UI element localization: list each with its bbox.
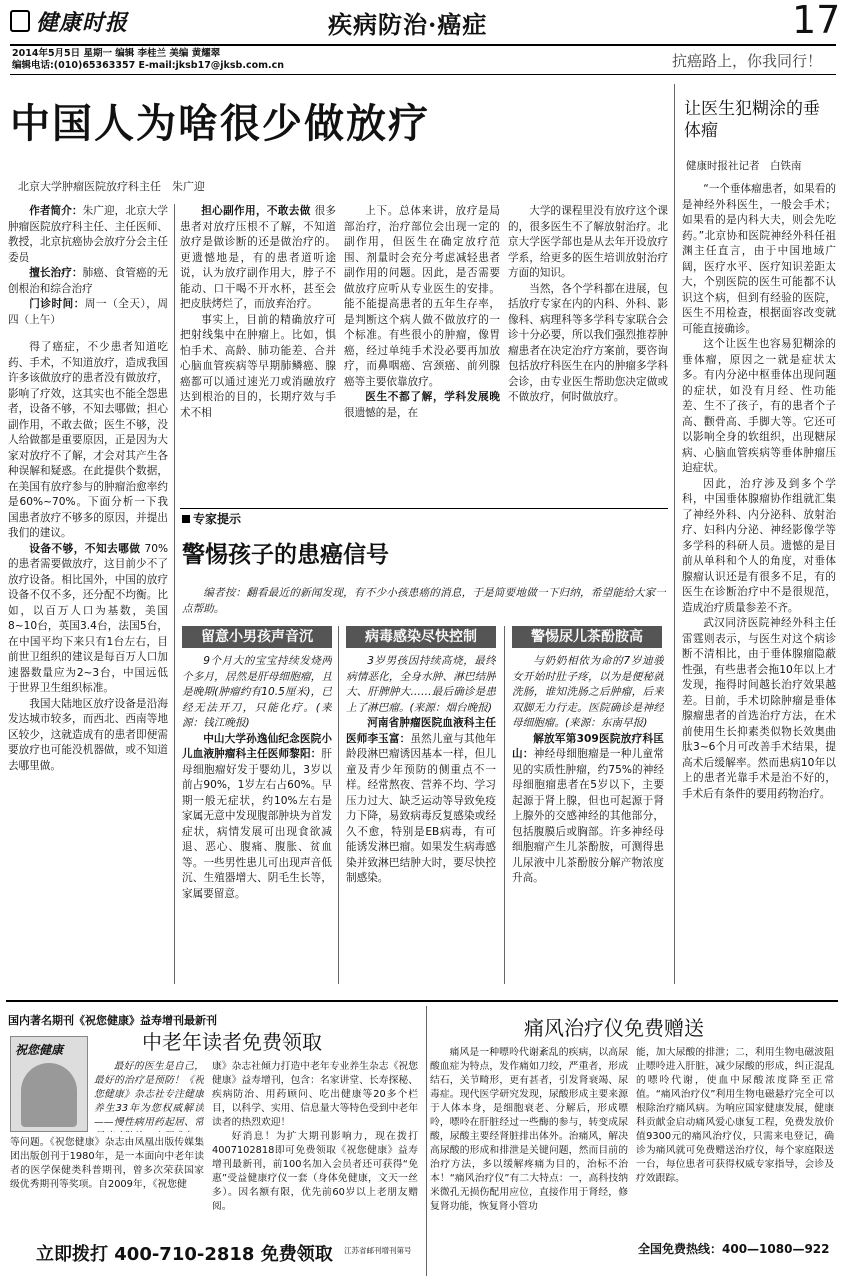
magazine-cover-title: 祝您健康 (15, 1043, 64, 1057)
gout-ad-headline: 痛风治疗仪免费赠送 (524, 1016, 704, 1040)
side-byline: 健康时报社记者 白铁南 (686, 160, 802, 172)
gout-ad-col2: 能，加大尿酸的排泄；二，利用生物电磁波阻止嘌呤进入肝脏，减少尿酸的形成，纠正混乱的嘌呤代谢，使血中尿酸浓度降至正常值。“痛风治疗仪”利用生物电磁悬疗完全可以根除治疗痛风病。为响应国家健康发展，健康科贡献金启动痛风爱心康复工程，免费发放价值9300元的痛风治疗仪，只需来电登记，确诊为痛风就可免费赠送治疗仪，每个家庭限送一台，每位患者可获得权威专家指导，会诊及疗效跟踪。 (636, 1047, 834, 1184)
magazine-ad-col2: 康》杂志社倾力打造中老年专业养生杂志《祝您健康》益寿增刊，包含：名家讲堂、长寿探秘、疾病防治、用药顾问、吃出健康等20多个栏目，以科学、实用、信息量大等特色受到中老年读者的热烈欢迎！ 好消息！为扩大期刊影响力，现在拨打4007102818即可免费领取《祝您健康》益寿增刊最新刊，前100名加入会员者还可获得“免惠”受益健康疗仪一套（身体免健康，文天一丝多）。因名额有限，优先前60岁以上老朋友赠阅。 (212, 1061, 418, 1212)
magazine-hotline: 立即拨打 400-710-2818 免费领取 (36, 1244, 333, 1265)
gout-ad-hotline: 全国免费热线：400—1080—922 (638, 1242, 830, 1256)
cover-photo (21, 1063, 77, 1127)
main-col-3: 上下。总体来讲，放疗是局部治疗，治疗部位会出现一定的副作用，但医生在确定放疗范围、剂量时会充分考虑减轻患者副作用的问题。因此，是否需要做放疗应听从专业医生的安排。能不能提高患者的五年生存率，是判断这个病人做不做放疗的一个标准。有些很小的肿瘤，像胃癌，经过单纯手术没必要再加放疗，而鼻咽癌、宫颈癌、前列腺癌等主要依靠放疗。 医生不都了解，学科发展晚 很遗憾的是，在 (344, 205, 500, 419)
newspaper-logo (10, 6, 170, 36)
masthead (10, 0, 841, 48)
tip-col-1: 9个月大的宝宝持续发烧两个多月，居然是肝母细胞瘤，且是晚期(肿瘤约有10.5厘米)，已经无法开刀，只能化疗。(来源：钱江晚报) 中山大学孙逸仙纪念医院小儿血液肿瘤科主任医师黎阳：肝母细胞瘤好发于婴幼儿，3岁以前占90%，1岁左右占60%。早期一般无症状，约10%左右是家属无意中发现腹部肿块为首发症状，病情发展可出现食欲减退、恶心、腹痛、腹胀、贫血等。一些男性患儿可出现声音低沉、生殖器增大、阴毛生长等，家属要留意。 (182, 655, 332, 900)
expert-tip-label: 专家提示 (182, 510, 241, 529)
magazine-ad-header: 国内著名期刊《祝您健康》益寿增刊最新刊 (8, 1014, 217, 1027)
magazine-ad-intro: 最好的医生是自己，最好的治疗是预防！《祝您健康》杂志社专注健康养生33年为您权威解读——慢性病用药起居、常 (94, 1061, 204, 1128)
square-bullet-icon (182, 515, 190, 523)
magazine-ad (6, 1006, 422, 1282)
main-col-4: 大学的课程里没有放疗这个课的，很多医生不了解放射治疗。北京大学医学部也是从去年开设放疗学系，给更多的医生培训放射治疗方面的知识。 当然，各个学科都在进展，包括放疗专家在内的内科、外科、影像科、病理科等多学科专家联合会诊十分必要，所以我们强烈推荐肿瘤患者在决定治疗方案前，要咨询包括放疗科医生在内的肿瘤多学科会诊，由专业医生帮助您决定做或不做放疗，何时做放疗。 (508, 205, 668, 403)
magazine-license: 江苏省邮刊增刊第号 (344, 1246, 412, 1255)
slogan: 抗癌路上，你我同行！ (672, 52, 823, 70)
section-title: 疾病防治·癌症 (328, 10, 488, 39)
expert-tip-headline: 警惕孩子的患癌信号 (182, 541, 389, 568)
tag-virus-infection: 病毒感染尽快控制 (346, 626, 496, 648)
tip-col-2: 3岁男孩因持续高烧，最终病情恶化，全身水肿、淋巴结肿大、肝脾肿大……最后确诊是患上了淋巴瘤。(来源：烟台晚报) 河南省肿瘤医院血液科主任医师李玉富：虽然儿童与其他年龄段淋巴瘤诱因基本一样，但儿童及青少年预防的侧重点不一样。经常熬夜、营养不均、学习压力过大、缺乏运动等导致免疫力下降，易致病毒反复感染或经久不愈，特别是EB病毒，有可能诱发淋巴瘤。如果发生病毒感染并致淋巴结肿大时，要尽快控制感染。 (346, 655, 496, 884)
main-byline: 北京大学肿瘤医院放疗科主任 朱广迎 (18, 180, 205, 193)
tag-urine-catecholamine: 警惕尿儿茶酚胺高 (512, 626, 662, 648)
editor-note: 编者按：翻看最近的新闻发现，有不少小孩患癌的消息，于是简要地做一下归纳，希望能给大家一点帮助。 (182, 587, 666, 615)
main-col-2: 担心副作用，不敢去做 很多患者对放疗压根不了解，不知道放疗是做诊断的还是做治疗的。更遗憾地是，有的患者道听途说，认为放疗副作用大，脖子不能动、口干喝不开水杯，甚至会把皮肤烤烂了，而放弃治疗。 事实上，目前的精确放疗可把射线集中在肿瘤上。比如，惧怕手术、高龄、肺功能差、合并心脑血管疾病等早期肺鳞癌、腺癌都可以通过速光刀或消融放疗达到根治的目的，长期疗效与手术不相 (180, 205, 336, 419)
main-col-1: 作者简介：朱广迎，北京大学肿瘤医院放疗科主任、主任医师、教授，北京抗癌协会放疗分会主任委员 擅长治疗：肺癌、食管癌的无创根治和综合治疗 门诊时间：周一（全天），周四（上午） 得了癌症，不少患者知道吃药、手术，不知道放疗，造成我国许多该做放疗的患者没有做放疗，影响了疗效，这其实也不能全怨患者，设备不够，不知去哪做；担心副作用，不敢去做；医生不够，没人给做都是重要原因，正是因为大家对放疗不了解，才会对其产生各种误解和疑惑。在此提供个数据，在美国有放疗参与的肿瘤治愈率约是60%~70%。下面分析一下我国患者放疗不够多的原因，并提出我们的建议。 设备不够，不知去哪做 70%的患者需要做放疗，这目前少不了放疗设备。相比国外，中国的放疗设备不仅不多，还分配不均衡。比如，以百万人口为基数，美国8~10台，英国3.4台，法国5台，在中国平均下来只有1台左右，目前世卫组织的建议是每百万人口加速器数量应为2~3台，中国远低于世界卫生组织标准。 我国大陆地区放疗设备是沿海发达城市较多，而西北、西南等地区较少，这就造成有的患者即便需要放疗也可能没机器做，或不知道去哪里做。 (8, 205, 168, 772)
date-line: 2014年5月5日 星期一 编辑 李桂兰 美编 黄耀翠 (12, 48, 221, 59)
logo-text: 健康时报 (36, 10, 129, 36)
tip-col-3: 与奶奶相依为命的7岁迪骏女开始时肚子疼，以为是便秘就洗肠，谁知洗肠之后肿瘤，后来双脚无力行走。医院确诊是神经母细胞瘤。(来源：东南早报) 解放军第309医院放疗科匡山：神经母细胞瘤是一种儿童常见的实质性肿瘤，约75%的神经母细胞瘤患者在5岁以下，主要起源于肾上腺，但也可起源于肾上腺外的交感神经的其他部分，包括腹膜后或胸部。许多神经母细胞瘤产生儿茶酚胺，可测得患儿尿液中儿茶酚胺分解产物浓度升高。 (512, 655, 664, 884)
logo-mark-icon (10, 10, 30, 32)
gout-ad (428, 1006, 838, 1282)
page-number: 17 (792, 0, 841, 42)
main-headline: 中国人为啥很少做放疗 (10, 100, 430, 147)
magazine-cover-image (10, 1036, 88, 1132)
side-headline: 让医生犯糊涂的垂体瘤 (684, 99, 820, 141)
side-article-body: “一个垂体瘤患者，如果看的是神经外科医生，一般会手术；如果看的是内科大夫，则会先吃药。”北京协和医院神经外科任祖渊主任直言，由于中国地域广阔，医疗水平、医疗知识差距太大，个别医院的医生可能都不认识这个病，但到有经验的医院，医生不用检查，根据面容改变就可能直接确诊。 这个让医生也容易犯糊涂的垂体瘤，原因之一就是症状太多。有内分泌中枢垂体出现问题的症状，如没有月经、性功能差、生不了孩子，有的患者个子高、颧骨高、手脚大等。它还可以影响全身的软组织，出现糖尿病、心脑血管疾病等垂体肿瘤压迫症状。 因此，治疗涉及到多个学科，中国垂体腺瘤协作组就汇集了神经外科、内分泌科、放射治疗、妇科内分泌、神经影像学等多学科的科研人员。遗憾的是目前从单科和个人的角度，对垂体腺瘤认识还是有很多不足，有的医生在诊断治疗中不是很规范，造成治疗质量参差不齐。 武汉同济医院神经外科主任雷霆则表示，与医生对这个病诊断不清相比，由于垂体腺瘤隐蔽性强，有些患者会拖10年以上才发现，拖得时间越长治疗效果越差。目前，手术切除肿瘤是垂体腺瘤患者的首选治疗方法，在术前使用生长抑素类似物长效奥曲肽3~6个月可改善手术结果，提高术后缓解率。然而患病10年以上的患者光靠手术是治不好的，手术后有条件的要用药物治疗。 (682, 183, 836, 800)
gout-ad-col1: 痛风是一种嘌呤代谢紊乱的疾病，以高尿酸血症为特点，发作痛如刀绞，严重者，形成结石，关节畸形，更有甚者，引发肾衰竭、尿毒症。现代医学研究发现，尿酸形成主要来源于人体本身，是细胞衰老、分解后，形成嘌呤，嘌呤在肝脏经过一些酶的参与，转变成尿酸，尿酸主要经肾脏排出体外。治痛风，解决高尿酸的形成和排泄是关键问题，然而目前的治疗方法，多以缓解疼痛为目的，治标不治本！“痛风治疗仪”有二大特点：一，高科技纳米微孔无损伤配用应位，直接作用于肾经，修复肾功能，恢复肾小管功 (430, 1047, 628, 1212)
magazine-ad-col1: 等问题。《祝您健康》杂志由凤凰出版传媒集团出版创刊于1980年，是一本面向中老年读者的医学保健类科普期刊，曾多次荣获国家级优秀期刊等奖项。自2009年，《祝您健 (10, 1137, 204, 1190)
contact-line: 编辑电话:(010)65363357 E-mail:jksb17@jksb.com.cn (12, 60, 285, 71)
magazine-ad-headline: 中老年读者免费领取 (142, 1030, 322, 1054)
tag-boy-voice: 留意小男孩声音沉 (182, 626, 332, 648)
